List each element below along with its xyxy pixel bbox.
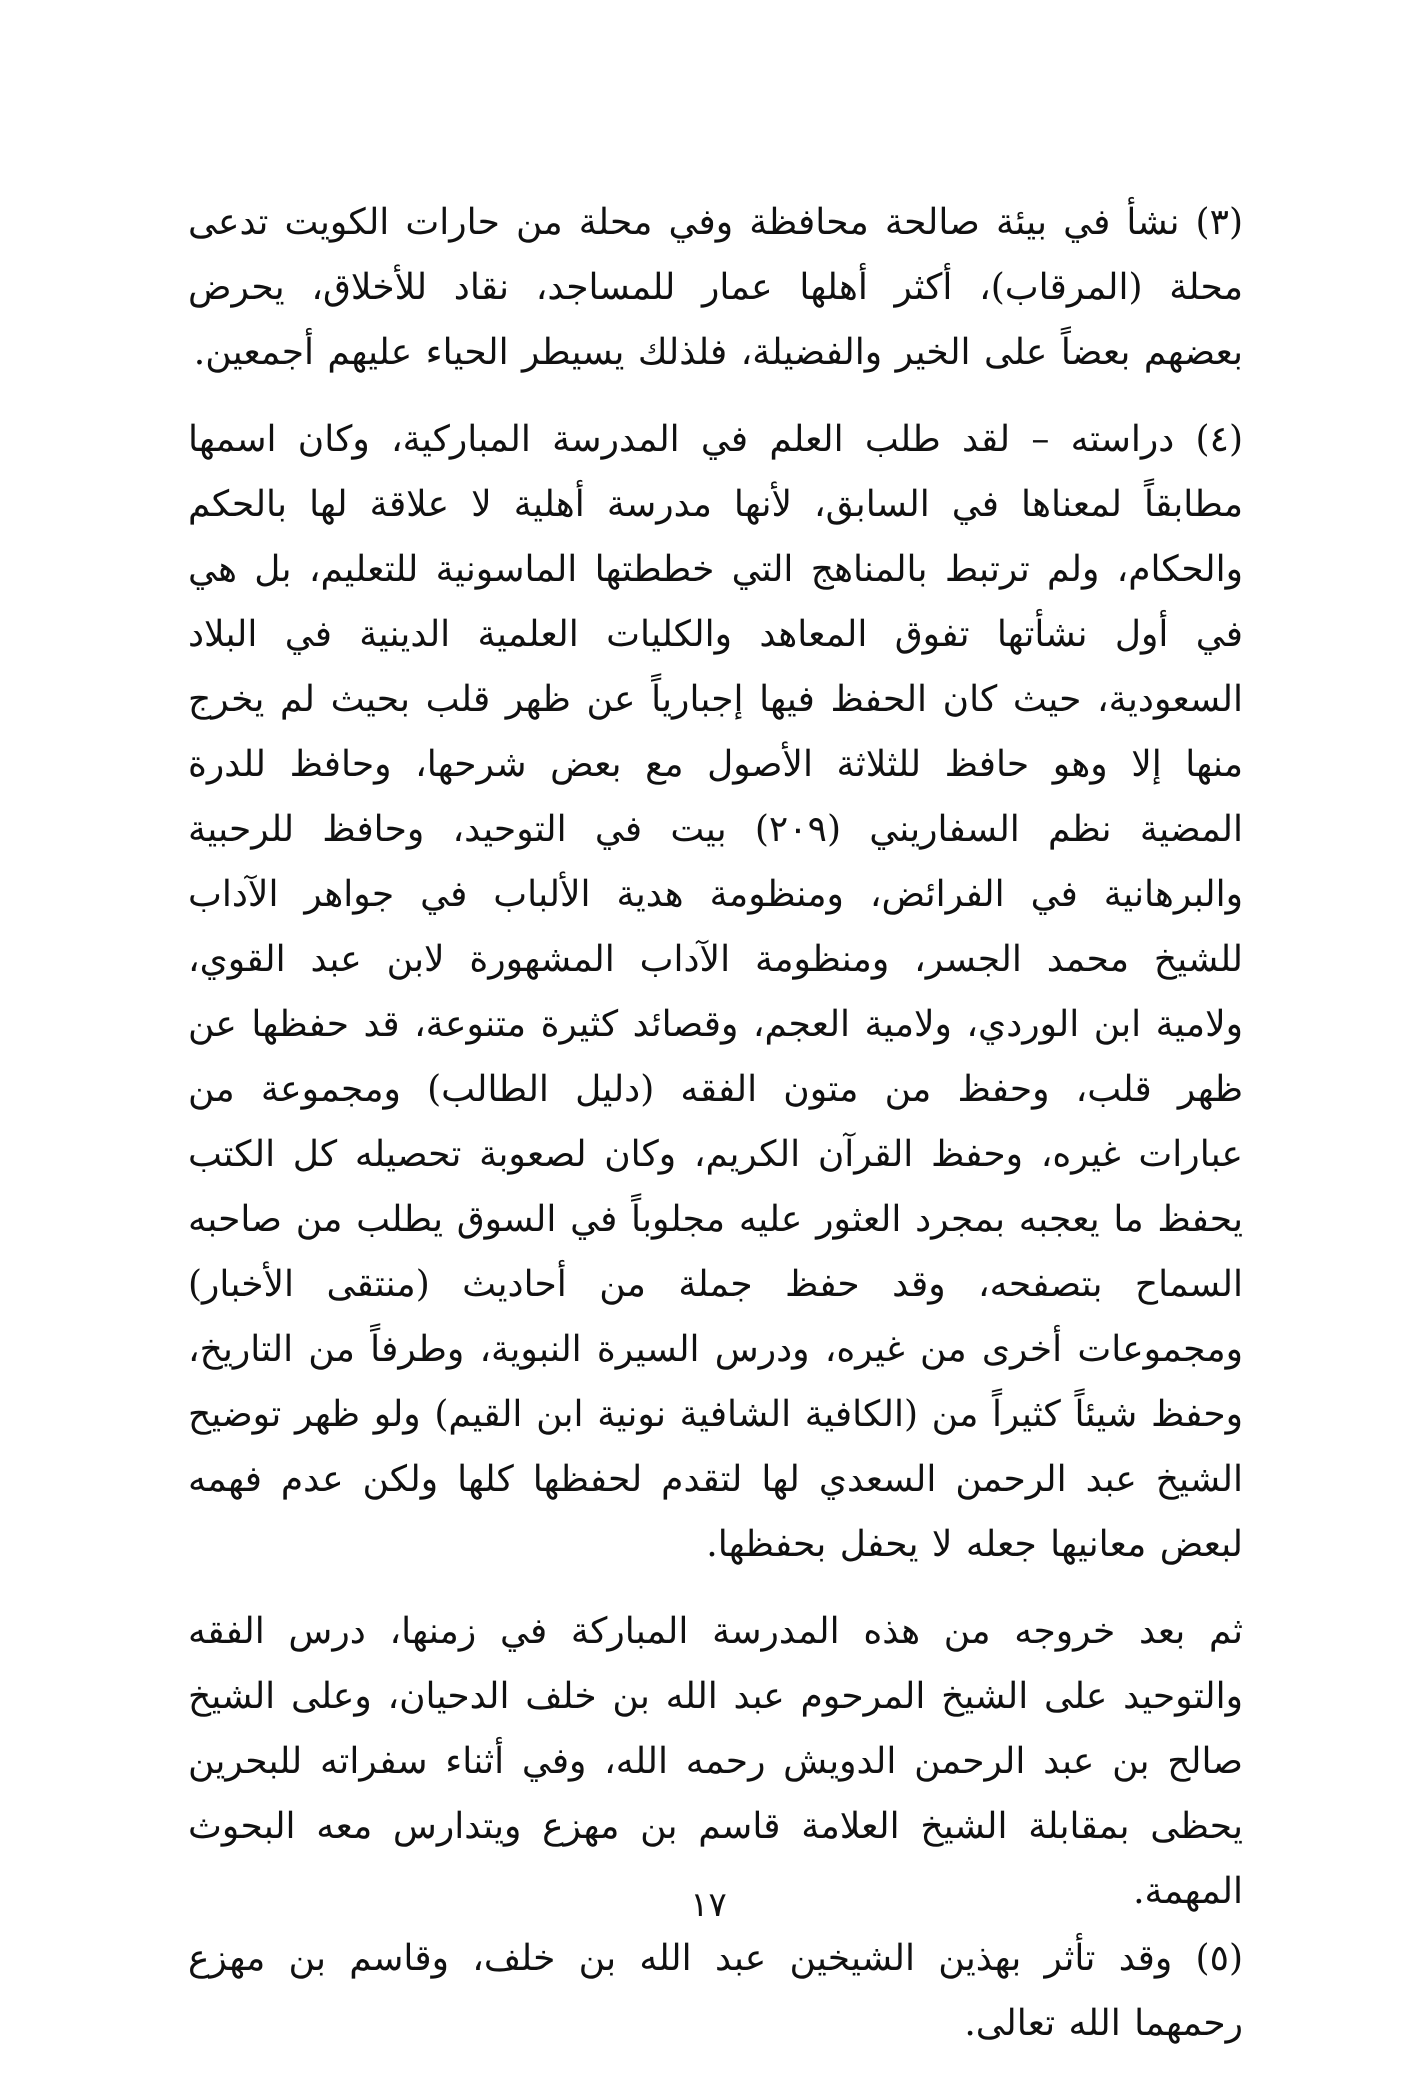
page-body: [188, 190, 1243, 2056]
paragraph-studies: (٤) دراسته – لقد طلب العلم في المدرسة المباركية، وكان اسمها مطابقاً لمعناها في السابق، لأنها مدرسة أهلية لا علاقة لها بالحكم والحكام، ولم ترتبط بالمناهج التي خططتها الماسونية للتعليم، بل هي في أول نشأتها تفوق المعاهد والكليات العلمية الدينية في البلاد السعودية، حيث كان الحفظ فيها إجبارياً عن ظهر قلب بحيث لم يخرج منها إلا وهو حافظ للثلاثة الأصول مع بعض شرحها، وحافظ للدرة المضية نظم السفاريني (٢٠٩) بيت في التوحيد، وحافظ للرحبية والبرهانية في الفرائض، ومنظومة هدية الألباب في جواهر الآداب للشيخ محمد الجسر، ومنظومة الآداب المشهورة لابن عبد القوي، ولامية ابن الوردي، ولامية العجم، وقصائد كثيرة متنوعة، قد حفظها عن ظهر قلب، وحفظ من متون الفقه (دليل الطالب) ومجموعة من عبارات غيره، وحفظ القرآن الكريم، وكان لصعوبة تحصيله كل الكتب يحفظ ما يعجبه بمجرد العثور عليه مجلوباً في السوق يطلب من صاحبه السماح بتصفحه، وقد حفظ جملة من أحاديث (منتقى الأخبار) ومجموعات أخرى من غيره، ودرس السيرة النبوية، وطرفاً من التاريخ، وحفظ شيئاً كثيراً من (الكافية الشافية نونية ابن القيم) ولو ظهر توضيح الشيخ عبد الرحمن السعدي لها لتقدم لحفظها كلها ولكن عدم فهمه لبعض معانيها جعله لا يحفل بحفظها.: [188, 419, 1243, 1565]
paragraph-later-studies: ثم بعد خروجه من هذه المدرسة المباركة في زمنها، درس الفقه والتوحيد على الشيخ المرحوم عبد الله بن خلف الدحيان، وعلى الشيخ صالح بن عبد الرحمن الدويش رحمه الله، وفي أثناء سفراته للبحرين يحظى بمقابلة الشيخ العلامة قاسم بن مهزع ويتدارس معه البحوث المهمة.: [188, 1611, 1243, 1912]
paragraph-influence: (٥) وقد تأثر بهذين الشيخين عبد الله بن خلف، وقاسم بن مهزع رحمهما الله تعالى.: [188, 1938, 1243, 2044]
paragraph-upbringing: (٣) نشأ في بيئة صالحة محافظة وفي محلة من حارات الكويت تدعى محلة (المرقاب)، أكثر أهلها عمار للمساجد، نقاد للأخلاق، يحرض بعضهم بعضاً على الخير والفضيلة، فلذلك يسيطر الحياء عليهم أجمعين.: [188, 202, 1243, 373]
page-number: ١٧: [690, 1885, 727, 1925]
